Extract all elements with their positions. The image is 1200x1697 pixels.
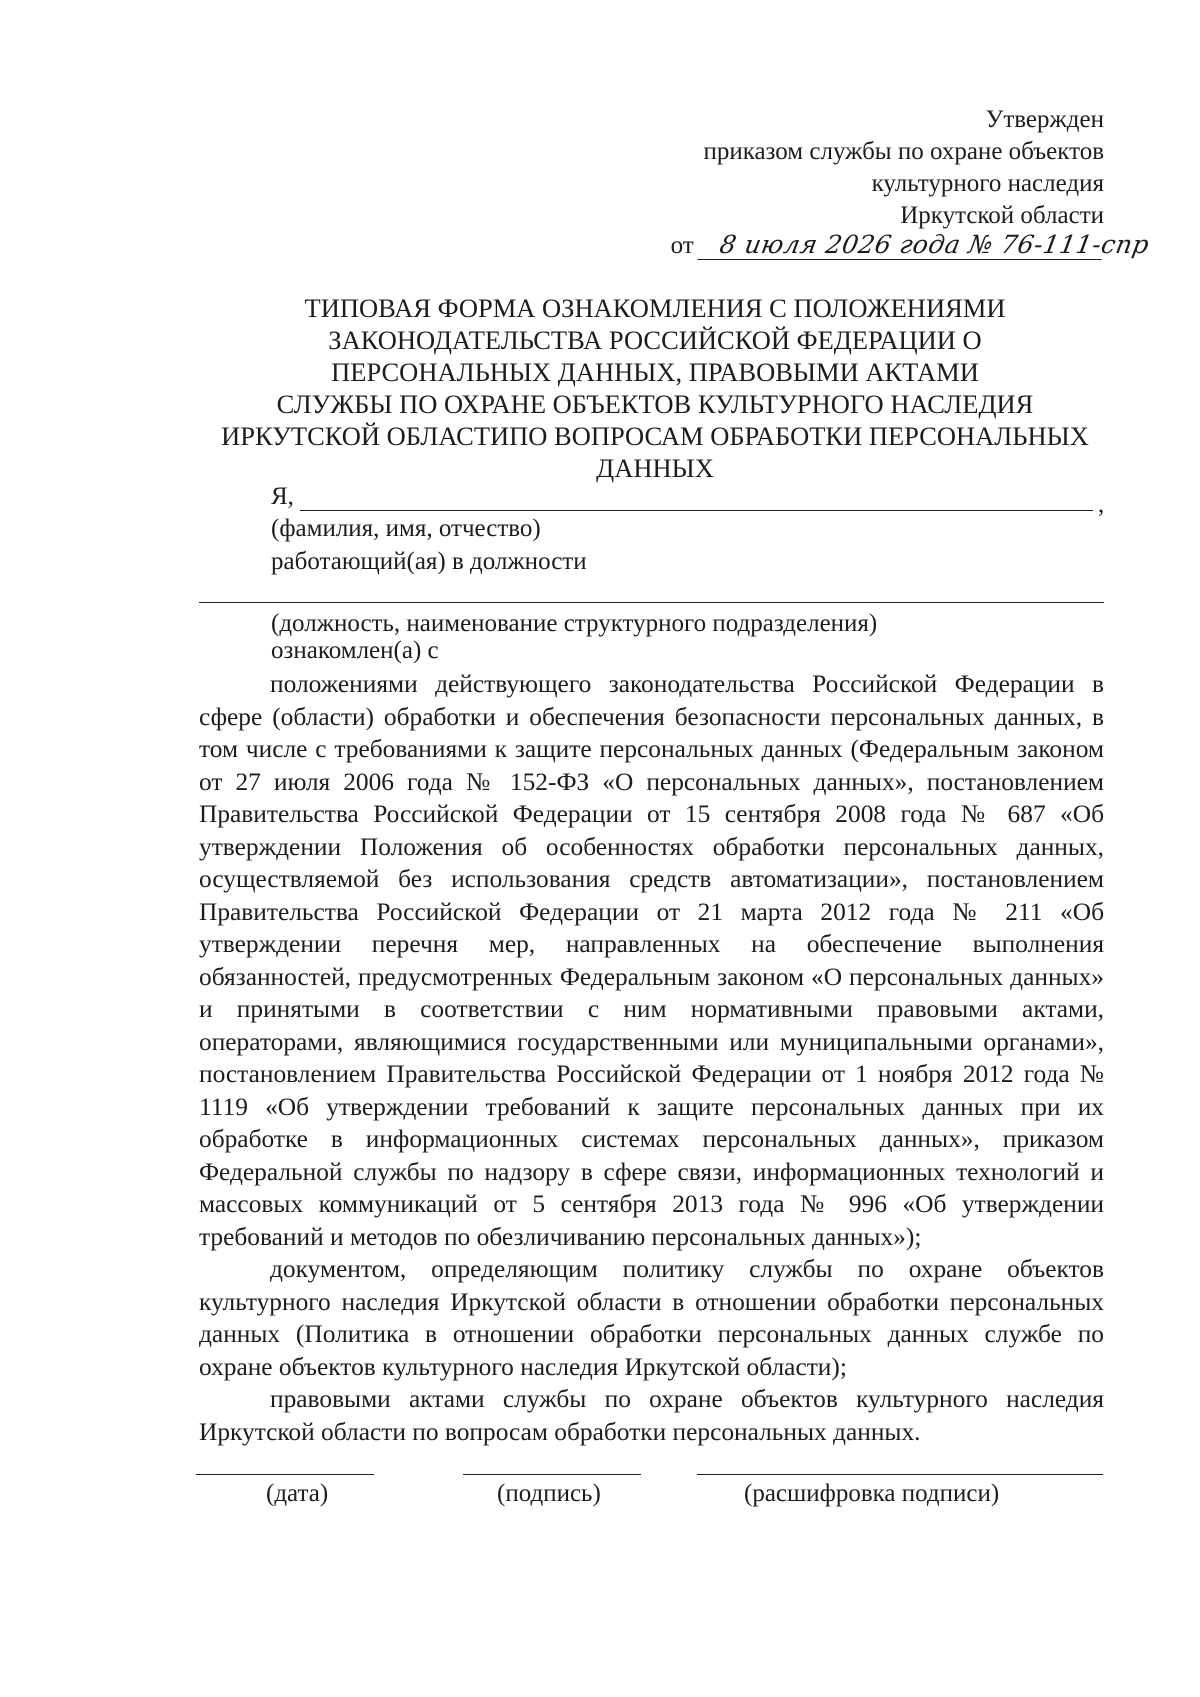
date-caption: (дата) — [266, 1480, 329, 1507]
approval-line: Иркутской области — [900, 202, 1104, 229]
signature-caption: (подпись) — [497, 1480, 601, 1507]
approval-date — [670, 230, 1152, 260]
title-line: ИРКУТСКОЙ ОБЛАСТИПО ВОПРОСАМ ОБРАБОТКИ ПЕРСОНАЛЬНЫХ — [221, 421, 1089, 451]
decoding-signature-line[interactable] — [697, 1474, 1103, 1475]
body-paragraph: документом, определяющим политику службы по охране объектов культурного наследия Иркутской области в отношении обработки персональных данных (Политика в отношении обработки персональных данных службе по охране объектов культурного наследия Иркутской области); — [199, 1255, 1104, 1381]
title-line: СЛУЖБЫ ПО ОХРАНЕ ОБЪЕКТОВ КУЛЬТУРНОГО НАСЛЕДИЯ — [276, 389, 1034, 419]
position-label: работающий(ая) в должности — [271, 548, 587, 575]
approval-line: приказом службы по охране объектов — [703, 138, 1104, 165]
position-caption: (должность, наименование структурного подразделения) — [271, 610, 878, 637]
name-caption: (фамилия, имя, отчество) — [271, 515, 541, 542]
document-body — [199, 668, 1104, 1448]
position-fill-line[interactable] — [199, 602, 1104, 603]
date-prefix: от — [670, 232, 694, 259]
body-paragraph: правовыми актами службы по охране объектов культурного наследия Иркутской области по вопросам обработки персональных данных. — [199, 1385, 1104, 1446]
title-line: ТИПОВАЯ ФОРМА ОЗНАКОМЛЕНИЯ С ПОЛОЖЕНИЯМИ — [304, 293, 1006, 323]
decoding-caption: (расшифровка подписи) — [744, 1480, 1000, 1507]
i-label: Я, — [271, 483, 294, 510]
approval-line: Утвержден — [985, 106, 1104, 133]
acquainted-label: ознакомлен(а) с — [271, 637, 439, 664]
approval-line: культурного наследия — [871, 170, 1104, 197]
date-signature-line[interactable] — [196, 1474, 374, 1475]
title-line: ЗАКОНОДАТЕЛЬСТВА РОССИЙСКОЙ ФЕДЕРАЦИИ О — [328, 325, 982, 355]
title-line: ДАННЫХ — [596, 453, 714, 483]
approval-block — [584, 104, 1104, 232]
name-comma: , — [1098, 491, 1105, 518]
body-paragraph: положениями действующего законодательства Российской Федерации в сфере (области) обработки и обеспечения безопасности персональных данных, в том числе с требованиями к защите персональных данных (Федеральным законом от 27 июля 2006 года № 152-ФЗ «О персональных данных», постановлением Правительства Российской Федерации от 15 сентября 2008 года № 687 «Об утверждении Положения об особенностях обработки персональных данных, осуществляемой без использования средств автоматизации», постановлением Правительства Российской Федерации от 21 марта 2012 года № 211 «Об утверждении перечня мер, направленных на обеспечение выполнения обязанностей, предусмотренных Федеральным законом «О персональных данных» и принятыми в соответствии с ним нормативными правовыми актами, операторами, являющимися государственными или муниципальными органами», постановлением Правительства Российской Федерации от 1 ноября 2012 года № 1119 «Об утверждении требований к защите персональных данных при их обработке в информационных системах персональных данных», приказом Федеральной службы по надзору в сфере связи, информационных технологий и массовых коммуникаций от 5 сентября 2013 года № 996 «Об утверждении требований и методов по обезличиванию персональных данных»); — [199, 670, 1104, 1251]
signature-line[interactable] — [463, 1474, 641, 1475]
name-fill-line[interactable] — [300, 510, 1093, 511]
handwritten-date-number: 8 июля 2026 года № 76-111-спр — [697, 230, 1106, 260]
document-title — [190, 292, 1120, 484]
title-line: ПЕРСОНАЛЬНЫХ ДАННЫХ, ПРАВОВЫМИ АКТАМИ — [331, 357, 979, 387]
